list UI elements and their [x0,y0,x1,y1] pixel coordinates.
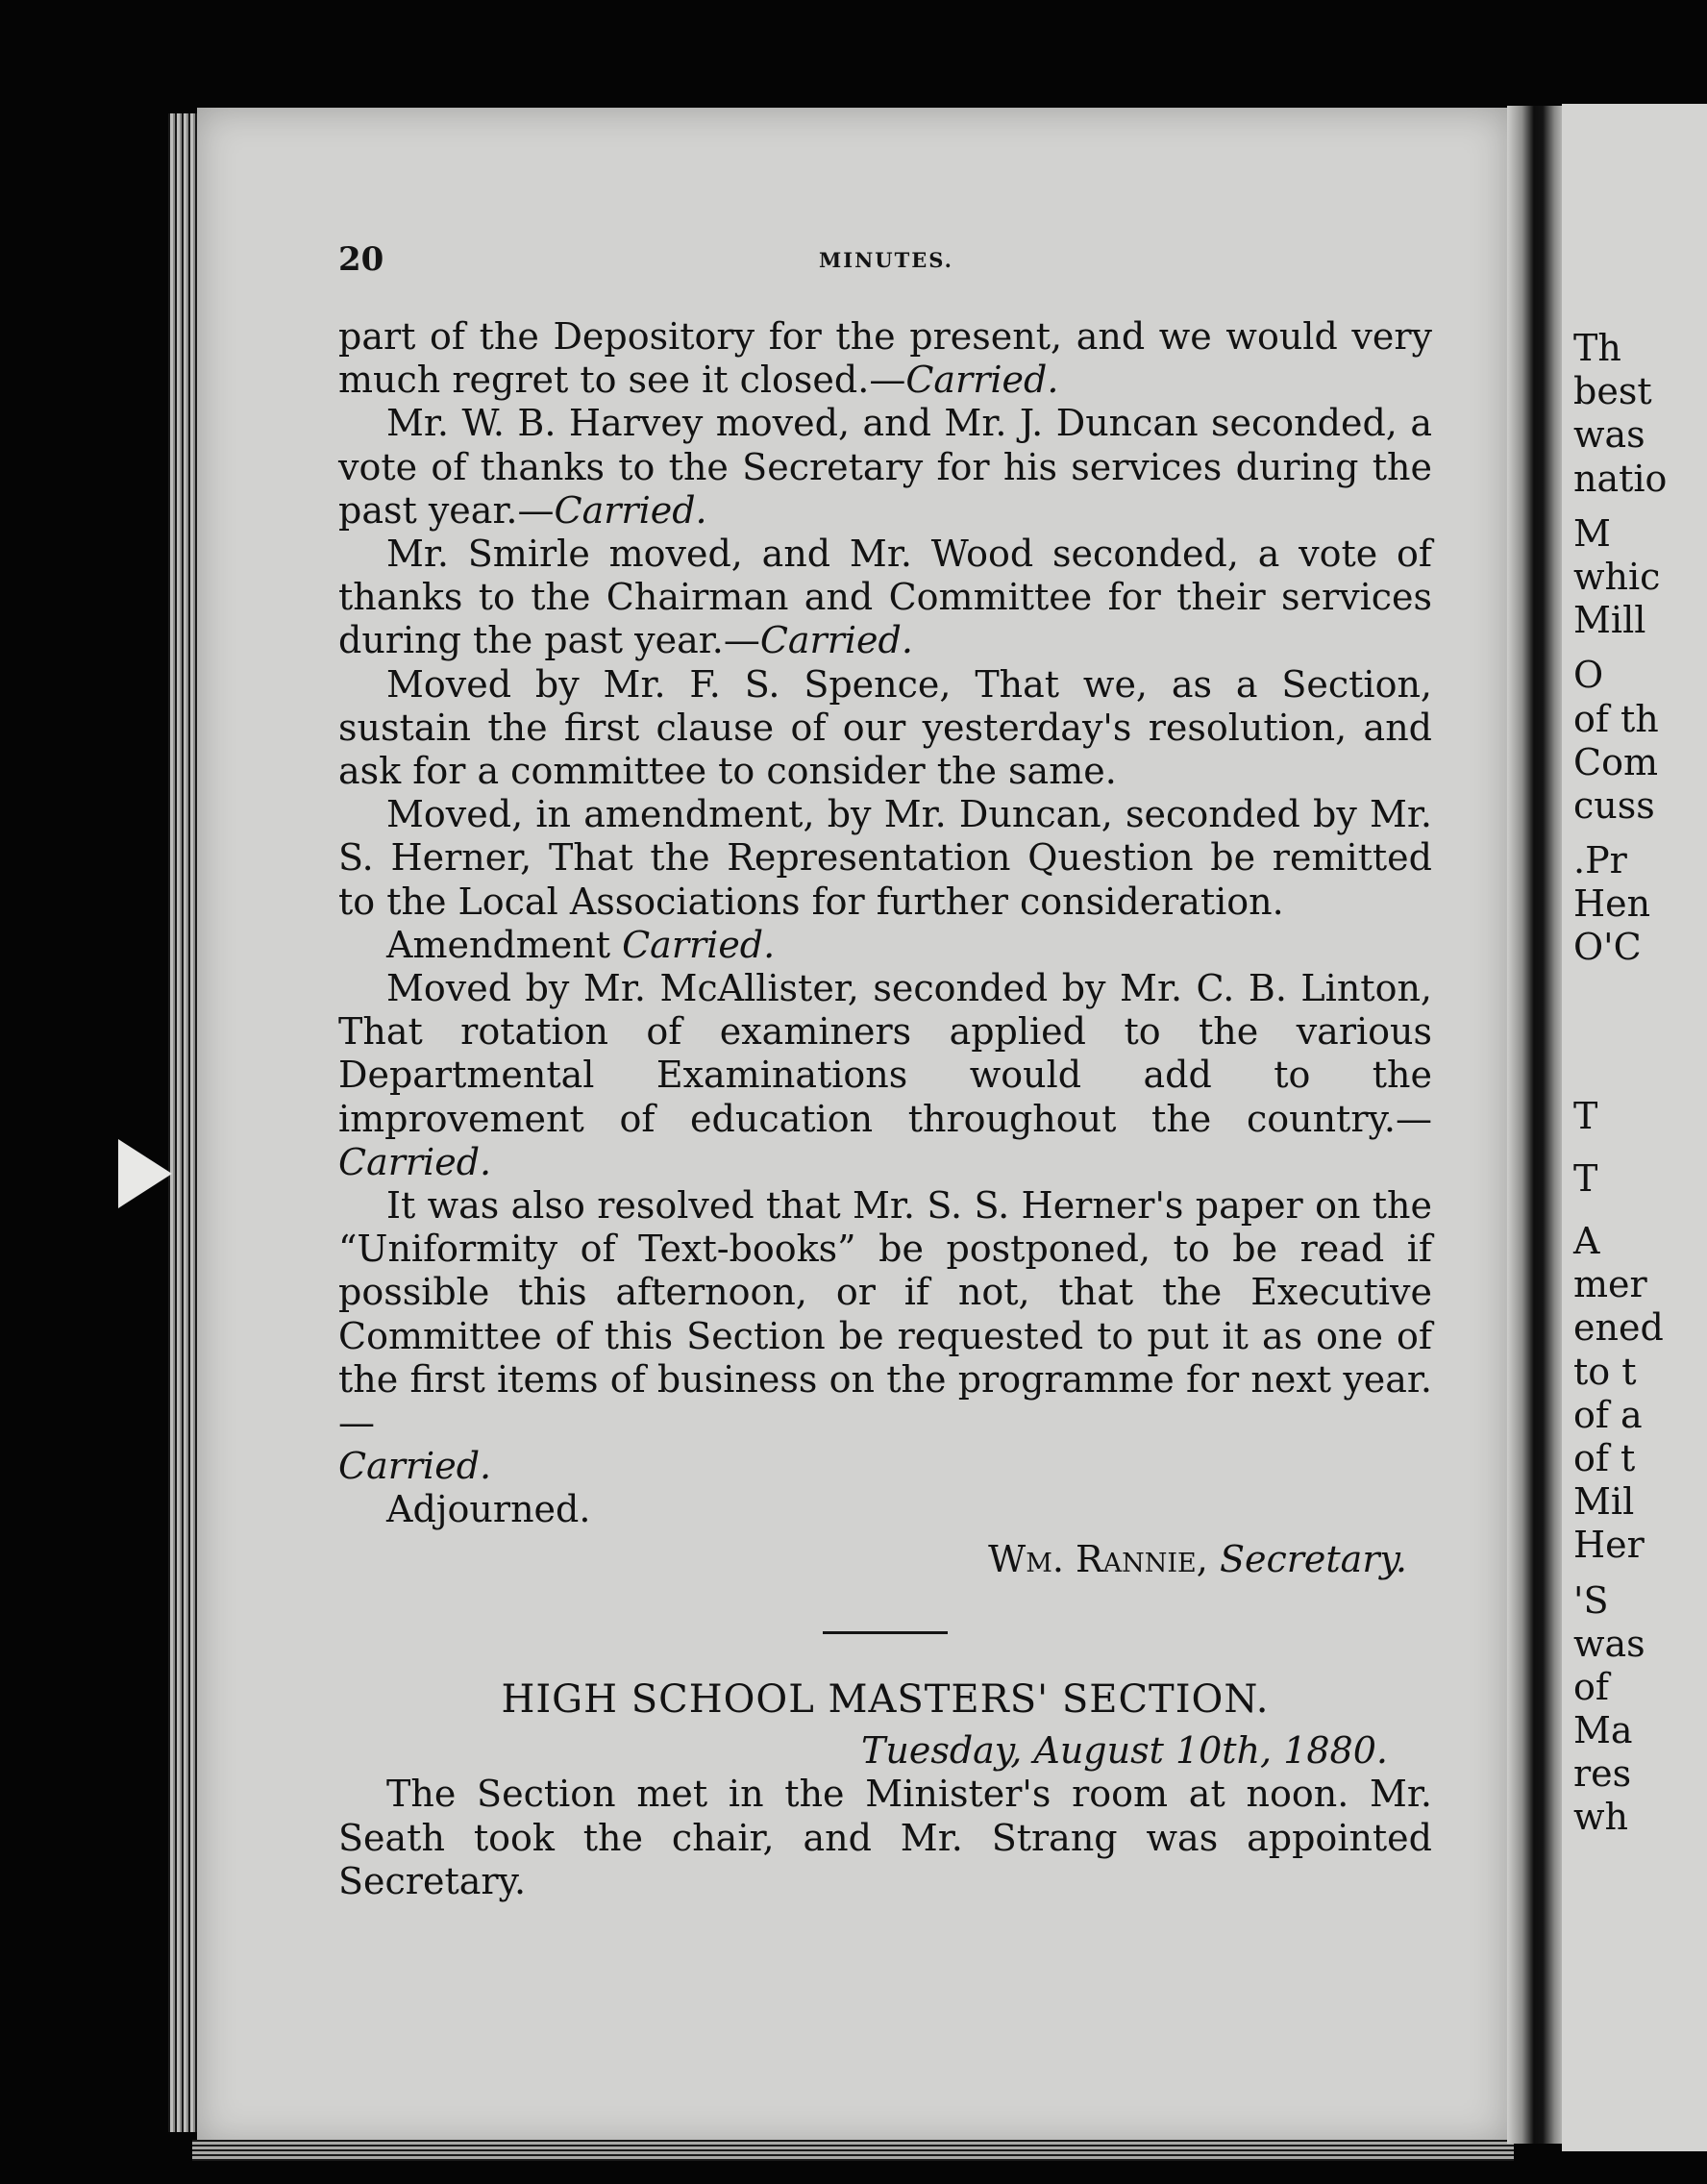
facing-line: cuss [1573,783,1655,827]
paragraph: It was also resolved that Mr. S. S. Herner's paper on the “Uniformity of Text-books” be postponed, to be read if possible this afternoon, or if not, that the Executive Committee of this Section be requested to put it as one of the first items of business on the programme for next year.— Carried. [338,1184,1432,1488]
paragraph: The Section met in the Minister's room at noon. Mr. Seath took the chair, and Mr. Strang was appointed Secretary. [338,1773,1432,1902]
page-header [338,240,1434,288]
signature [338,1538,1432,1581]
facing-line: wh [1573,1796,1628,1839]
facing-line: of t [1573,1436,1636,1479]
facing-line: Com [1573,740,1658,783]
facing-line: T [1573,1094,1598,1137]
book-gutter [1507,106,1567,2144]
meeting-date: Tuesday, August 10th, 1880. [861,1729,1388,1773]
facing-line: 'S [1573,1578,1609,1622]
page-number: 20 [338,240,384,279]
facing-line: natio [1573,457,1668,500]
facing-line: ened [1573,1306,1664,1350]
paragraph: Moved by Mr. McAllister, seconded by Mr. C. B. Linton, That rotation of examiners applied to the various Departmental Examinations would add to the improvement of education throughout the country.—Carried. [338,967,1432,1183]
paragraph: Amendment Carried. [386,923,776,966]
facing-line: of [1573,1665,1609,1708]
facing-line: A [1573,1220,1600,1262]
facing-line: Mill [1573,599,1646,642]
facing-line: of th [1573,697,1659,740]
facing-page [1562,104,1707,2151]
paragraph: Mr. W. B. Harvey moved, and Mr. J. Duncan seconded, a vote of thanks to the Secretary for his services during the past year.—Carried. [338,402,1432,532]
section-divider [823,1631,948,1634]
paragraph: part of the Depository for the present, and we would very much regret to see it closed.—Carried. [338,315,1432,402]
facing-line: .Pr [1573,839,1627,882]
facing-page-text [1573,327,1707,1840]
facing-line: M [1573,511,1611,555]
facing-line: Mil [1573,1480,1635,1524]
facing-line: O'C [1573,926,1642,969]
paragraph: Adjourned. [386,1488,591,1531]
book-bottom-edges [192,2140,1514,2161]
facing-line: Her [1573,1524,1645,1567]
facing-line: Th [1573,327,1621,369]
facing-line: T [1573,1156,1598,1200]
signature-role: Secretary. [1219,1537,1407,1580]
running-title: MINUTES. [819,248,953,272]
facing-line: O [1573,654,1604,697]
facing-line: to t [1573,1350,1637,1393]
paragraph: Mr. Smirle moved, and Mr. Wood seconded, a vote of thanks to the Chairman and Committee for their services during the past year.—Carried. [338,533,1432,662]
facing-line: was [1573,413,1645,457]
paragraph: Moved, in amendment, by Mr. Duncan, seconded by Mr. S. Herner, That the Representation Question be remitted to the Local Associations for further consideration. [338,793,1432,923]
facing-line: Hen [1573,882,1651,926]
facing-line: of a [1573,1393,1643,1436]
paragraph: Moved by Mr. F. S. Spence, That we, as a Section, sustain the first clause of our yesterday's resolution, and ask for a committee to consider the same. [338,662,1432,793]
section-title: HIGH SCHOOL MASTERS' SECTION. [501,1676,1270,1722]
facing-line: was [1573,1622,1645,1665]
page-body [338,315,1432,1903]
facing-line: best [1573,370,1652,413]
facing-line: Ma [1573,1709,1633,1752]
facing-line: mer [1573,1263,1647,1306]
paper-flap [118,1139,172,1208]
facing-line: res [1573,1752,1632,1796]
facing-line: whic [1573,555,1661,598]
signature-name: Wm. Rannie, [988,1537,1208,1580]
